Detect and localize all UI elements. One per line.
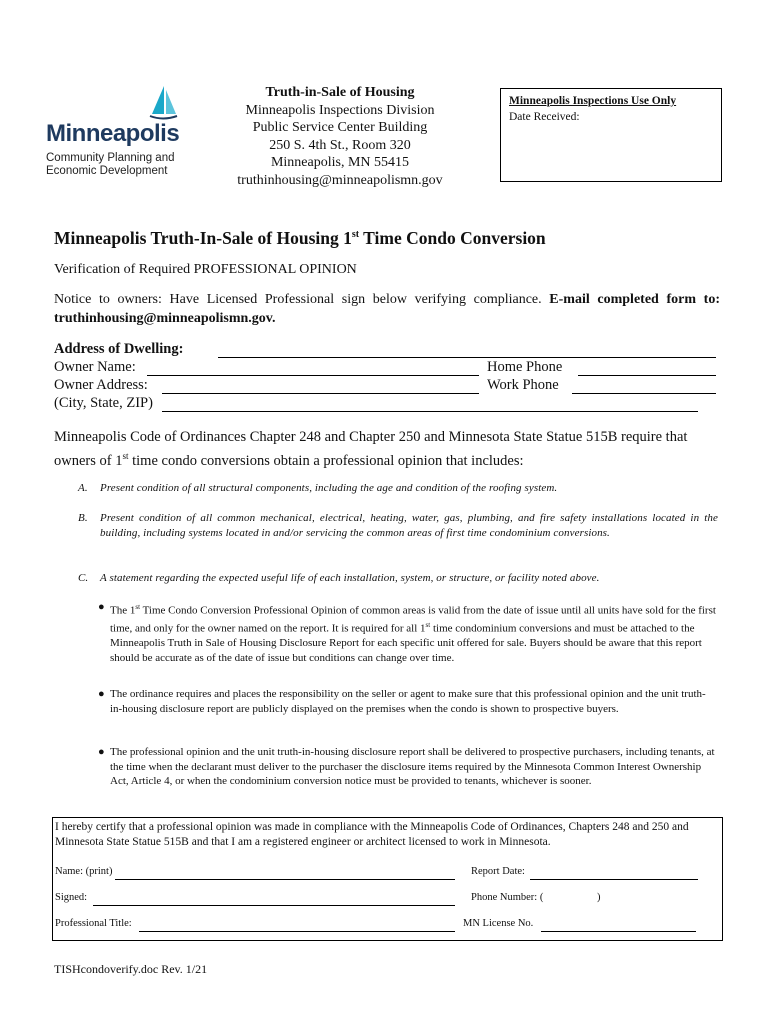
bullet-text: The ordinance requires and places the responsibility on the seller or agent to make sure that this professional opinion and the unit truth-in-housing disclosure report are publicly displayed on the premises when the condo is shown to prospective buyers. [110,688,706,715]
ordinance-text: Minneapolis Code of Ordinances Chapter 248 and Chapter 250 and Minnesota State Statue 515B require that owners of 1 [54,429,688,469]
owner-notice [54,290,720,328]
work-phone-label: Work Phone [487,377,559,393]
document-footer: TISHcondoverify.doc Rev. 1/21 [54,962,208,976]
logo-subtitle-line2: Economic Development [46,165,168,177]
professional-title-field[interactable] [139,919,455,932]
header-building: Public Service Center Building [252,120,428,135]
list-item-key: C. [78,572,89,584]
header-city: Minneapolis, MN 55415 [270,155,410,170]
inspections-use-only-box [500,88,722,182]
notice-email-instruction: E-mail completed form to: truthinhousing@minneapolismn.gov. [54,292,721,326]
bullet-text: The 1 [110,604,136,617]
report-date-label: Report Date: [471,866,525,877]
city-state-zip-field[interactable] [162,396,698,412]
header-address-block [210,84,470,189]
logo-wordmark: Minneapolis [46,120,180,147]
certification-box [52,817,723,941]
bullet-dot-icon: ● [98,746,105,758]
bullet-superscript: st [135,603,141,611]
home-phone-field[interactable] [578,360,716,376]
name-print-label: Name: (print) [55,866,113,877]
list-item-text: A statement regarding the expected useful life of each installation, system, or structure, or facility noted above. [100,572,600,584]
list-item [78,571,720,587]
certification-statement: I hereby certify that a professional opinion was made in compliance with the Minneapolis Code of Ordinances, Chapters 248 and 250 and Minnesota State Statue 515B and that I am a registered engineer or architect licensed to work in Minnesota. [55,821,689,848]
header-division: Minneapolis Inspections Division [245,102,435,118]
signed-label: Signed: [55,892,88,903]
bullet-item [98,600,718,675]
list-item [78,481,720,497]
owner-name-field[interactable] [147,360,479,376]
bullet-text: time condominium conversions and must be attached to the Minneapolis Truth in Sale of Housing Disclosure Report for each specific unit offered for sale. Buyers should be aware that this report should be accurate as of the date of issue but conditions can change over time. [110,622,702,664]
verification-subtitle: Verification of Required PROFESSIONAL OPINION [54,262,357,277]
notice-text: Notice to owners: Have Licensed Professional sign below verifying compliance. [54,292,550,307]
logo-subtitle-line1: Community Planning and [46,152,175,164]
title-text: Minneapolis Truth-In-Sale of Housing 1 [54,228,352,248]
header-street: 250 S. 4th St., Room 320 [269,137,411,153]
list-item-text: Present condition of all structural components, including the age and condition of the roofing system. [100,482,558,494]
report-date-field[interactable] [530,867,698,880]
list-item-text: Present condition of all common mechanical, electrical, heating, water, gas, plumbing, and fire safety installations located in the building, including systems located in and/or servicing the common areas of first time condominium conversions. [100,512,718,539]
bullet-dot-icon: ● [98,601,105,613]
name-print-field[interactable] [115,867,455,880]
phone-close-paren: ) [597,892,601,903]
home-phone-label: Home Phone [487,359,563,375]
professional-title-label: Professional Title: [55,918,132,929]
date-received-label: Date Received: [509,111,580,123]
title-text-end: Time Condo Conversion [359,228,546,248]
use-only-title: Minneapolis Inspections Use Only [509,95,677,107]
page-title [54,228,546,249]
bullet-text: Time Condo Conversion Professional Opinion of common areas is valid from the date of issue until all units have sold for the first time, and only for the owner named on the report. It is required for all 1 [110,604,716,635]
phone-number-label: Phone Number: ( [471,892,544,903]
sail-logo-icon [148,84,178,120]
header-title: Truth-in-Sale of Housing [265,85,415,100]
signature-field[interactable] [93,893,455,906]
ordinance-text-end: time condo conversions obtain a professional opinion that includes: [128,452,524,469]
owner-name-label: Owner Name: [54,359,136,375]
header-email: truthinhousing@minneapolismn.gov [237,172,443,188]
title-superscript: st [351,229,360,241]
ordinance-superscript: st [122,451,129,461]
minneapolis-logo [46,84,180,179]
dwelling-address-field[interactable] [218,342,716,358]
city-state-zip-label: (City, State, ZIP) [54,395,153,411]
work-phone-field[interactable] [572,378,716,394]
list-item [78,511,720,557]
dwelling-address-label: Address of Dwelling: [54,341,184,357]
bullet-dot-icon: ● [98,688,105,700]
phone-number-field[interactable] [546,892,596,906]
bullet-superscript: st [425,621,431,630]
license-number-field[interactable] [541,919,696,932]
ordinance-paragraph [54,428,720,471]
owner-address-label: Owner Address: [54,377,148,393]
bullet-text: The professional opinion and the unit truth-in-housing disclosure report shall be delivered to prospective purchasers, including tenants, at the time when the declarant must deliver to the purchaser the disclosure items required by the Minnesota Common Interest Ownership Act, Article 4, or when the condominium conversion notice must be provided to tenants, whichever is sooner. [110,746,715,787]
bullet-item [98,687,718,733]
license-number-label: MN License No. [463,918,534,929]
owner-address-field[interactable] [162,378,479,394]
bullet-item [98,745,718,807]
list-item-key: A. [78,482,88,494]
list-item-key: B. [78,512,88,524]
